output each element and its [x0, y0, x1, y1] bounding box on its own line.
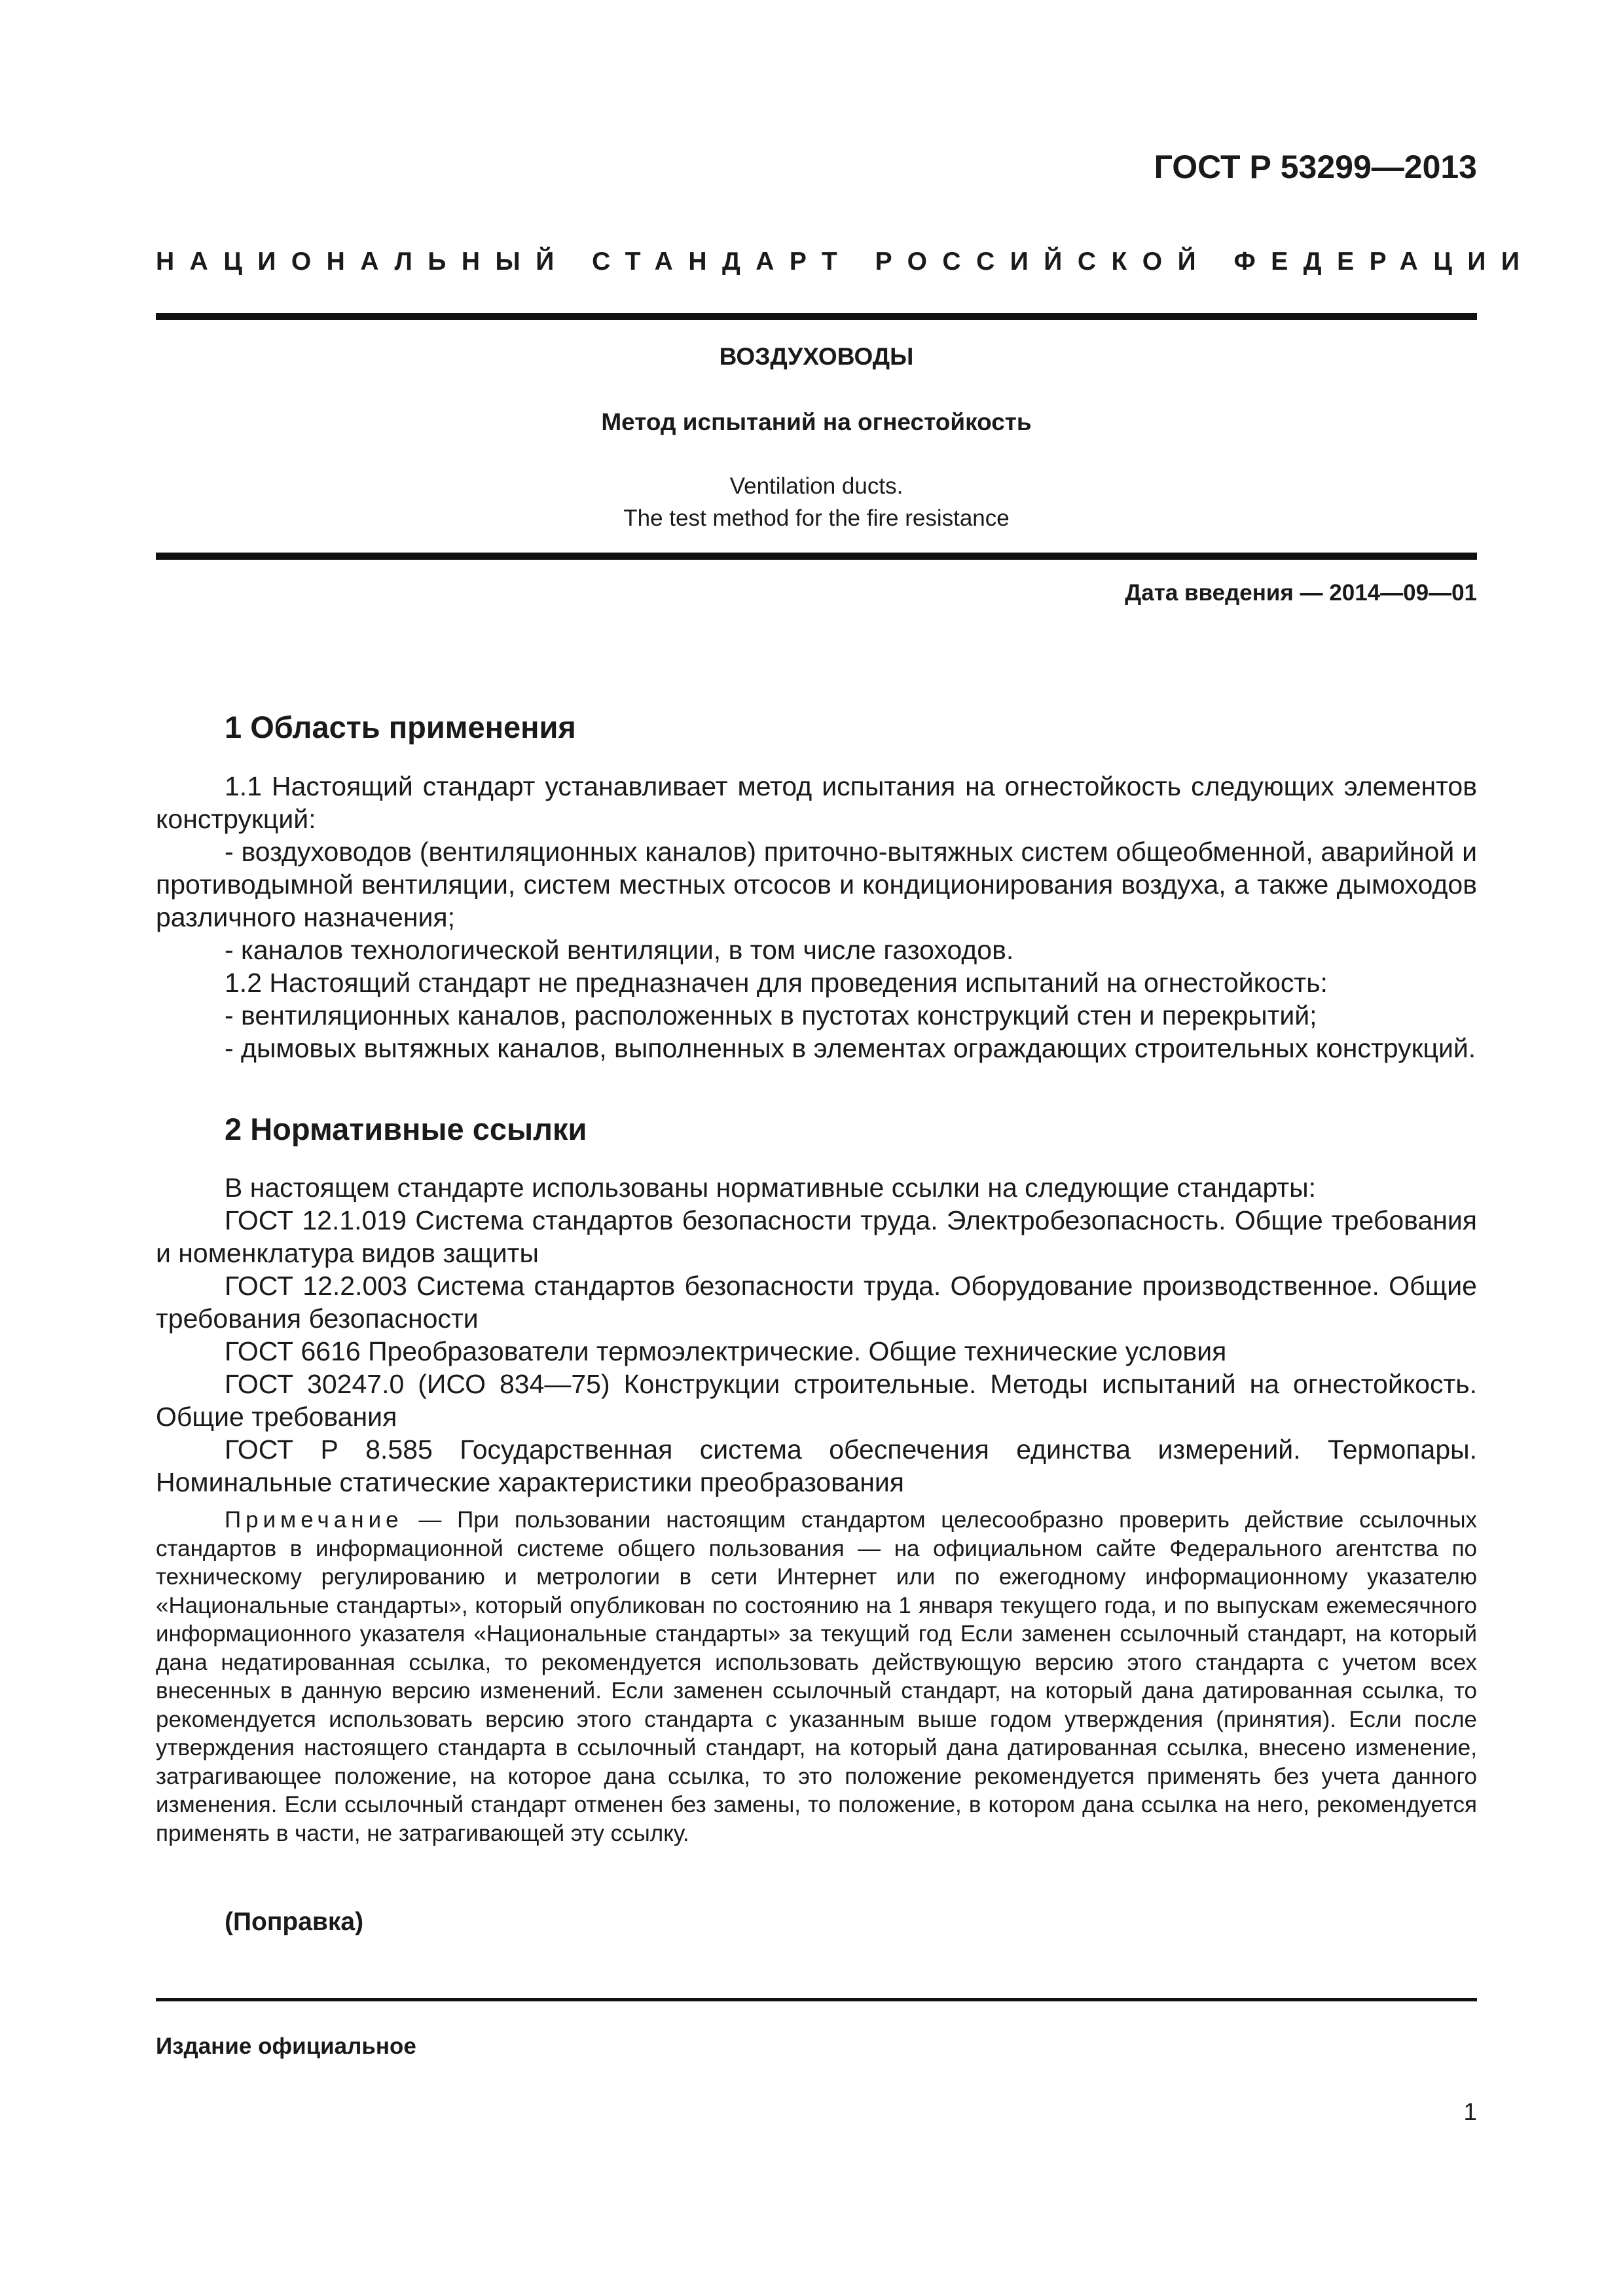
section-2-body: [156, 1171, 1477, 1499]
list-item: - каналов технологической вентиляции, в том числе газоходов.: [225, 935, 1014, 965]
note-label: Примечание: [225, 1507, 403, 1533]
english-title: [156, 470, 1477, 534]
standard-number: ГОСТ Р 53299—2013: [1154, 149, 1477, 185]
reference-item: ГОСТ 12.1.019 Система стандартов безопасности труда. Электробезопасность. Общие требования и номенклатура видов защиты: [156, 1205, 1477, 1268]
section-2-heading: 2 Нормативные ссылки: [225, 1112, 587, 1146]
reference-item: ГОСТ 12.2.003 Система стандартов безопасности труда. Оборудование производственное. Общие требования безопасности: [156, 1271, 1477, 1334]
section-1-heading: 1 Область применения: [225, 710, 576, 744]
list-item: - воздуховодов (вентиляционных каналов) приточно-вытяжных систем общеобменной, аварийной и противодымной вентиляции, систем местных отсосов и кондиционирования воздуха, а также дымоходов различного назначения;: [156, 837, 1477, 932]
official-edition-label: Издание официальное: [156, 2033, 416, 2059]
title-divider: [156, 553, 1477, 560]
amendment-label: (Поправка): [225, 1908, 364, 1936]
references-intro: В настоящем стандарте использованы нормативные ссылки на следующие стандарты:: [225, 1173, 1317, 1203]
reference-item: ГОСТ 30247.0 (ИСО 834—75) Конструкции строительные. Методы испытаний на огнестойкость. Общие требования: [156, 1369, 1477, 1432]
english-title-line-1: Ventilation ducts.: [729, 473, 903, 499]
top-divider: [156, 313, 1477, 320]
paragraph-1-1: 1.1 Настоящий стандарт устанавливает метод испытания на огнестойкость следующих элементов конструкций:: [156, 771, 1477, 834]
page-number: 1: [1463, 2098, 1477, 2125]
document-subtitle: Метод испытаний на огнестойкость: [601, 409, 1032, 435]
list-item: - вентиляционных каналов, расположенных в пустотах конструкций стен и перекрытий;: [225, 1000, 1317, 1030]
list-item: - дымовых вытяжных каналов, выполненных в элементах ограждающих строительных конструкций.: [225, 1033, 1476, 1063]
note-paragraph: [156, 1506, 1477, 1848]
section-1-body: [156, 770, 1477, 1065]
english-title-line-2: The test method for the fire resistance: [623, 505, 1010, 531]
note-block: [156, 1506, 1477, 1848]
introduction-date: Дата введения — 2014—09—01: [1125, 580, 1477, 606]
note-text: — При пользовании настоящим стандартом целесообразно проверить действие ссылочных стандартов в информационной системе общего пользования — на официальном сайте Федерального агентства по техническому регулированию и метрологии в сети Интернет или по ежегодному информационному указателю «Национальные стандарты», который опубликован по состоянию на 1 января текущего года, и по выпускам ежемесячного информационного указателя «Национальные стандарты» за текущий год Если заменен ссылочный стандарт, на который дана недатированная ссылка, то рекомендуется использовать действующую версию этого стандарта с учетом всех внесенных в данную версию изменений. Если заменен ссылочный стандарт, на который дана датированная ссылка, то рекомендуется использовать версию этого стандарта с указанным выше годом утверждения (принятия). Если после утверждения настоящего стандарта в ссылочный стандарт, на который дана датированная ссылка, внесено изменение, затрагивающее положение, на которое дана ссылка, то это положение рекомендуется применять без учета данного изменения. Если ссылочный стандарт отменен без замены, то положение, в котором дана ссылка на него, рекомендуется применять в части, не затрагивающей эту ссылку.: [156, 1507, 1477, 1846]
national-standard-banner: НАЦИОНАЛЬНЫЙ СТАНДАРТ РОССИЙСКОЙ ФЕДЕРАЦИИ: [156, 247, 1535, 276]
document-title: ВОЗДУХОВОДЫ: [719, 343, 914, 370]
reference-item: ГОСТ Р 8.585 Государственная система обеспечения единства измерений. Термопары. Номинальные статические характеристики преобразования: [156, 1434, 1477, 1497]
reference-item: ГОСТ 6616 Преобразователи термоэлектрические. Общие технические условия: [225, 1336, 1227, 1366]
footer-divider: [156, 1998, 1477, 2001]
paragraph-1-2: 1.2 Настоящий стандарт не предназначен для проведения испытаний на огнестойкость:: [225, 968, 1328, 998]
